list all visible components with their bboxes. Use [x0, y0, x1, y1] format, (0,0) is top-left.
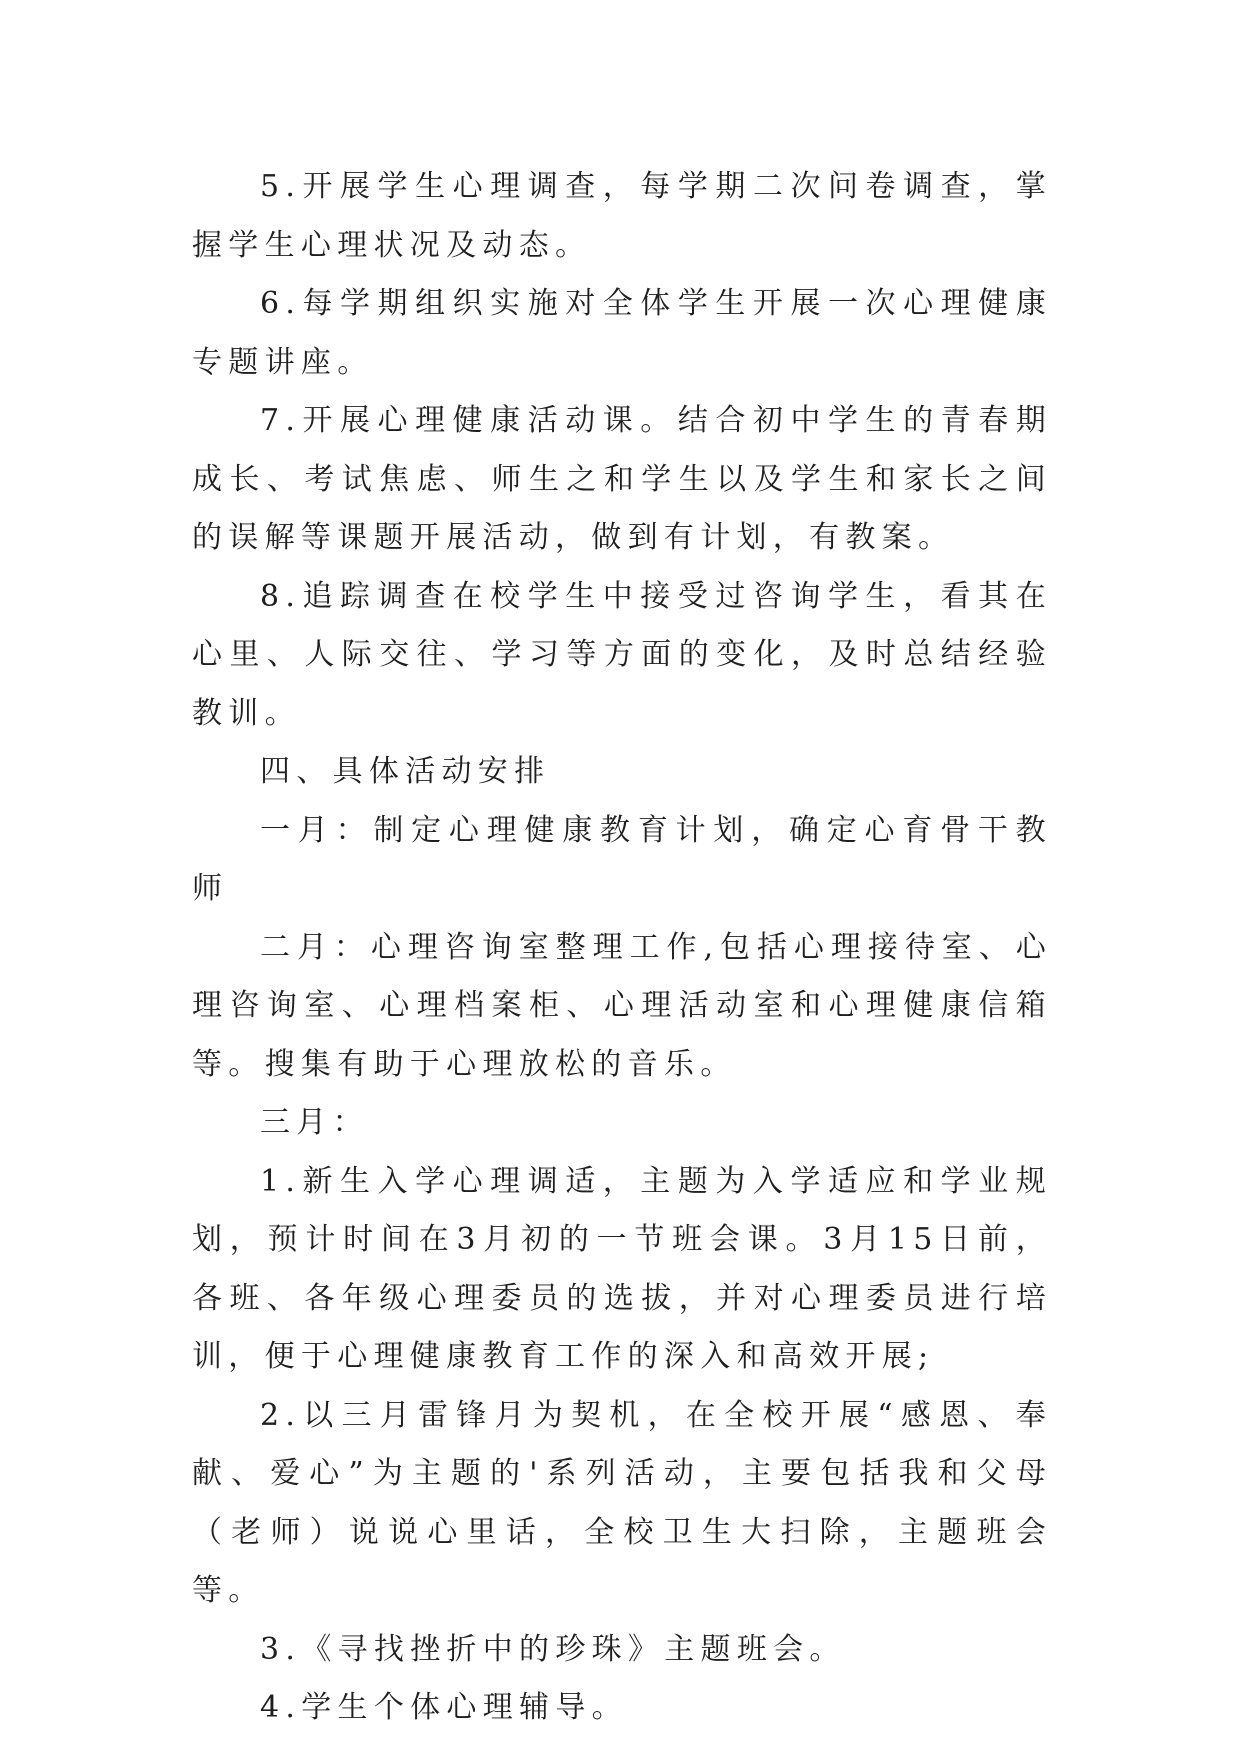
paragraph-march-item-3: 3.《寻找挫折中的珍珠》主题班会。: [260, 1631, 846, 1667]
paragraph-item-7: 7.开展心理健康活动课。结合初中学生的青春期成长、考试焦虑、师生之和学生以及学生和家长之间的误解等课题开展活动，做到有计划，有教案。: [192, 403, 1052, 555]
paragraph-item-6: 6.每学期组织实施对全体学生开展一次心理健康专题讲座。: [192, 286, 1052, 380]
paragraph-january: 一月：制定心理健康教育计划，确定心育骨干教师: [192, 812, 1052, 906]
paragraph-march-item-2: 2.以三月雷锋月为契机，在全校开展“感恩、奉献、爱心”为主题的'系列活动，主要包括我和父母（老师）说说心里话，全校卫生大扫除，主题班会等。: [192, 1397, 1052, 1608]
section-heading-activity-schedule: 四、具体活动安排: [260, 754, 551, 789]
document-body: [192, 158, 1052, 1738]
paragraph-february: 二月：心理咨询室整理工作,包括心理接待室、心理咨询室、心理档案柜、心理活动室和心理健康信箱等。搜集有助于心理放松的音乐。: [192, 929, 1052, 1082]
paragraph-item-8: 8.追踪调查在校学生中接受过咨询学生，看其在心里、人际交往、学习等方面的变化，及时总结经验教训。: [192, 578, 1052, 731]
paragraph-item-5: 5.开展学生心理调查，每学期二次问卷调查，掌握学生心理状况及动态。: [192, 169, 1052, 263]
paragraph-march-item-1: 1.新生入学心理调适，主题为入学适应和学业规划，预计时间在3月初的一节班会课。3月15日前，各班、各年级心理委员的选拔，并对心理委员进行培训，便于心理健康教育工作的深入和高效开展;: [192, 1163, 1052, 1374]
paragraph-march-heading: 三月：: [260, 1105, 369, 1140]
paragraph-march-item-4: 4.学生个体心理辅导。: [260, 1690, 628, 1725]
